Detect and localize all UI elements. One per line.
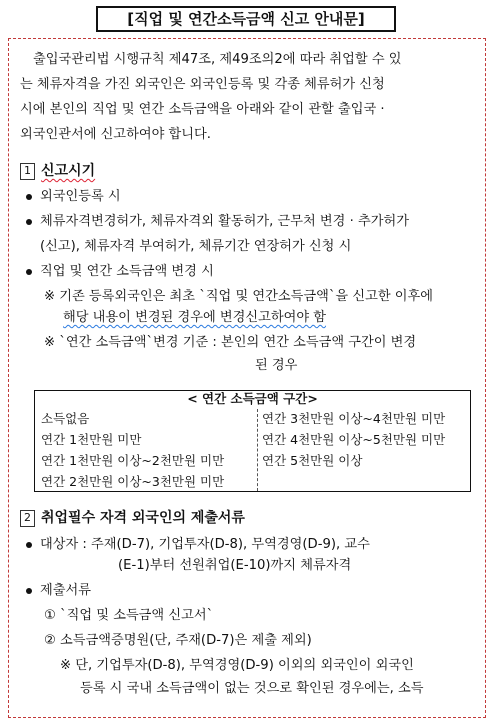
s2-note-a: ※ 단, 기업투자(D-8), 무역경영(D-9) 이외의 외국인이 외국인 [60, 658, 414, 673]
section-1-number: 1 [20, 163, 35, 180]
s1-bullet-1: 외국인등록 시 [40, 189, 121, 204]
s1-bullet-2: 체류자격변경허가, 체류자격외 활동허가, 근무처 변경 · 추가허가 [40, 214, 409, 229]
intro-line-1: 출입국관리법 시행규칙 제47조, 제49조의2에 따라 취업할 수 있 [33, 52, 402, 67]
page-title: [직업 및 연간소득금액 신고 안내문] [96, 6, 396, 32]
s1-bullet-3: 직업 및 연간 소득금액 변경 시 [40, 264, 214, 279]
income-range-item: 연간 5천만원 이상 [262, 453, 363, 468]
section-2-title: 취업필수 자격 외국인의 제출서류 [41, 510, 245, 526]
section-2-number: 2 [20, 510, 35, 527]
income-range-item: 연간 3천만원 이상~4천만원 미만 [262, 411, 446, 426]
income-range-item: 연간 4천만원 이상~5천만원 미만 [262, 432, 446, 447]
income-range-item: 연간 1천만원 미만 [41, 432, 142, 447]
income-range-item: 소득없음 [41, 411, 90, 426]
section-1-heading [20, 160, 95, 180]
s2-docs-label: 제출서류 [40, 583, 91, 598]
bullet-icon [26, 588, 32, 594]
s2-doc-2: ② 소득금액증명원(단, 주재(D-7)은 제출 제외) [44, 633, 312, 648]
s1-note-2b: 된 경우 [255, 358, 298, 373]
income-range-table [34, 390, 471, 492]
bullet-icon [26, 219, 32, 225]
intro-line-3: 시에 본인의 직업 및 연간 소득금액을 아래와 같이 관할 출입국 · [20, 102, 385, 117]
income-range-item: 연간 2천만원 이상~3천만원 미만 [41, 474, 225, 489]
s1-bullet-2-cont: (신고), 체류자격 부여허가, 체류기간 연장허가 신청 시 [40, 239, 352, 254]
s1-note-1a: ※ 기존 등록외국인은 최초 `직업 및 연간소득금액`을 신고한 이후에 [44, 289, 433, 304]
s1-note-2a: ※ `연간 소득금액`변경 기준 : 본인의 연간 소득금액 구간이 변경 [44, 335, 417, 350]
bullet-icon [26, 194, 32, 200]
section-1-title: 신고시기 [41, 163, 96, 179]
s2-target-cont: (E-1)부터 선원취업(E-10)까지 체류자격 [118, 558, 352, 573]
s2-target: 대상자 : 주재(D-7), 기업투자(D-8), 무역경영(D-9), 교수 [40, 537, 370, 552]
s2-note-b: 등록 시 국내 소득금액이 없는 것으로 확인된 경우에는, 소득 [80, 681, 424, 696]
table-divider [257, 409, 258, 491]
bullet-icon [26, 269, 32, 275]
income-range-item: 연간 1천만원 이상~2천만원 미만 [41, 453, 225, 468]
intro-line-4: 외국인관서에 신고하여야 합니다. [20, 127, 211, 142]
s2-doc-1: ① `직업 및 소득금액 신고서` [44, 608, 214, 623]
bullet-icon [26, 542, 32, 548]
s1-note-1b: 해당 내용이 변경된 경우에 변경신고하여야 함 [63, 310, 327, 325]
income-table-title: < 연간 소득금액 구간> [187, 391, 318, 406]
intro-line-2: 는 체류자격을 가진 외국인은 외국인등록 및 각종 체류허가 신청 [20, 77, 385, 92]
section-2-heading [20, 507, 245, 527]
